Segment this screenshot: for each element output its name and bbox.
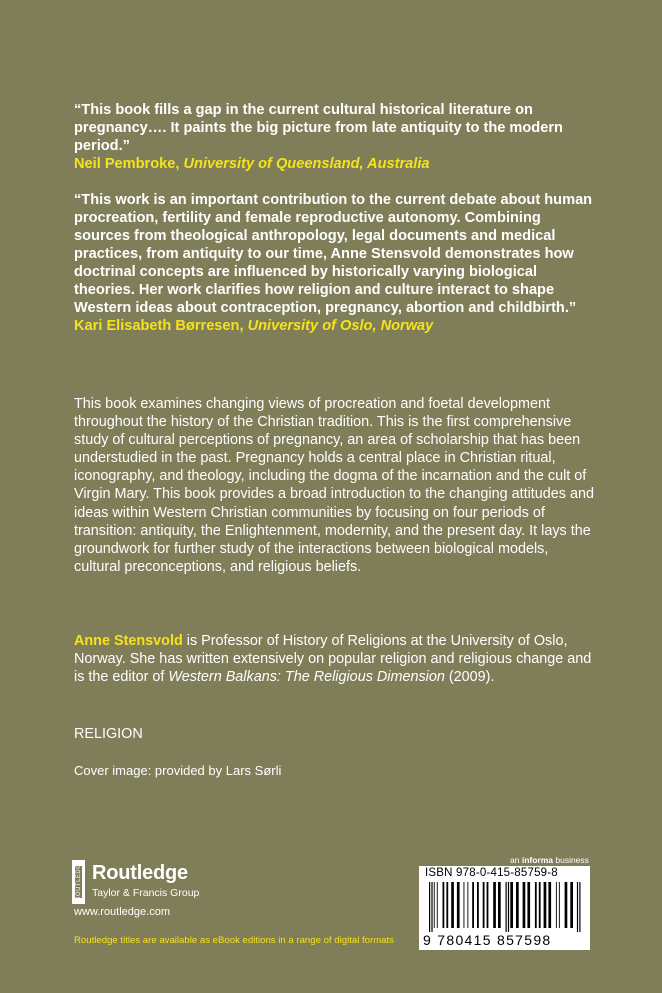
- publisher-logo: [72, 860, 222, 904]
- endorsement-quote-1: [74, 101, 594, 173]
- author-bio: [74, 632, 594, 686]
- author-name: Anne Stensvold: [74, 633, 183, 649]
- quote-attribution: [74, 318, 433, 334]
- quote-text: “This book fills a gap in the current cultural historical literature on pregnancy…. It paints the big picture from late antiquity to the modern period.”: [74, 102, 563, 154]
- isbn-label: ISBN 978-0-415-85759-8: [425, 867, 558, 879]
- quote-text: “This work is an important contribution to the current debate about human procreation, fertility and female reproductive autonomy. Combining sources from theological anthropology, legal documents and medical practices, from antiquity to our time, Anne Stensvold demonstrates how doctrinal concepts are influenced by historically varying biological theories. Her work clarifies how religion and culture interact to shape Western ideas about contraception, pregnancy, abortion and childbirth.”: [74, 192, 593, 316]
- barcode-digits: 9 780415 857598: [423, 932, 552, 948]
- quote-attribution: [74, 156, 430, 172]
- quote-affiliation: University of Oslo, Norway: [247, 318, 434, 334]
- publisher-subname: Taylor & Francis Group: [92, 887, 200, 899]
- logo-vertical-text: ROUTLEDGE: [76, 859, 82, 901]
- barcode-icon: [427, 882, 583, 932]
- ebook-note: Routledge titles are available as eBook editions in a range of digital formats: [74, 935, 394, 946]
- publisher-website: www.routledge.com: [74, 906, 170, 918]
- book-description: This book examines changing views of procreation and foetal development throughout the history of the Christian tradition. This is the first comprehensive study of cultural perceptions of pregnancy, an area of scholarship that has been understudied in the past. Pregnancy holds a central place in Christian ritual, iconography, and theology, including the dogma of the incarnation and the cult of Virgin Mary. This book provides a broad introduction to the changing attitudes and ideas within Western Christian communities by focusing on four periods of transition: antiquity, the Enlightenment, modernity, and the present day. It lays the groundwork for further study of the interactions between biological models, cultural preconceptions, and religious beliefs.: [74, 396, 594, 575]
- informa-brand: informa: [521, 855, 553, 865]
- isbn-barcode-box: [419, 866, 590, 950]
- endorsement-quote-2: [74, 191, 594, 335]
- quote-author: Kari Elisabeth Børresen,: [74, 318, 248, 334]
- author-book-title: Western Balkans: The Religious Dimension: [168, 669, 445, 686]
- publisher-name: Routledge: [92, 862, 188, 884]
- routledge-logo-icon: [72, 860, 85, 904]
- subject-category: RELIGION: [74, 726, 143, 742]
- informa-business-label: an informa business: [510, 855, 589, 865]
- cover-credit: Cover image: provided by Lars Sørli: [74, 763, 282, 778]
- author-book-year: (2009).: [444, 669, 495, 686]
- quote-author: Neil Pembroke,: [74, 156, 184, 172]
- quote-affiliation: University of Queensland, Australia: [183, 156, 430, 172]
- author-bio-text: is Professor of History of Religions at the University of Oslo, Norway. She has written extensively on popular religion and religious change and is the editor of: [74, 633, 592, 686]
